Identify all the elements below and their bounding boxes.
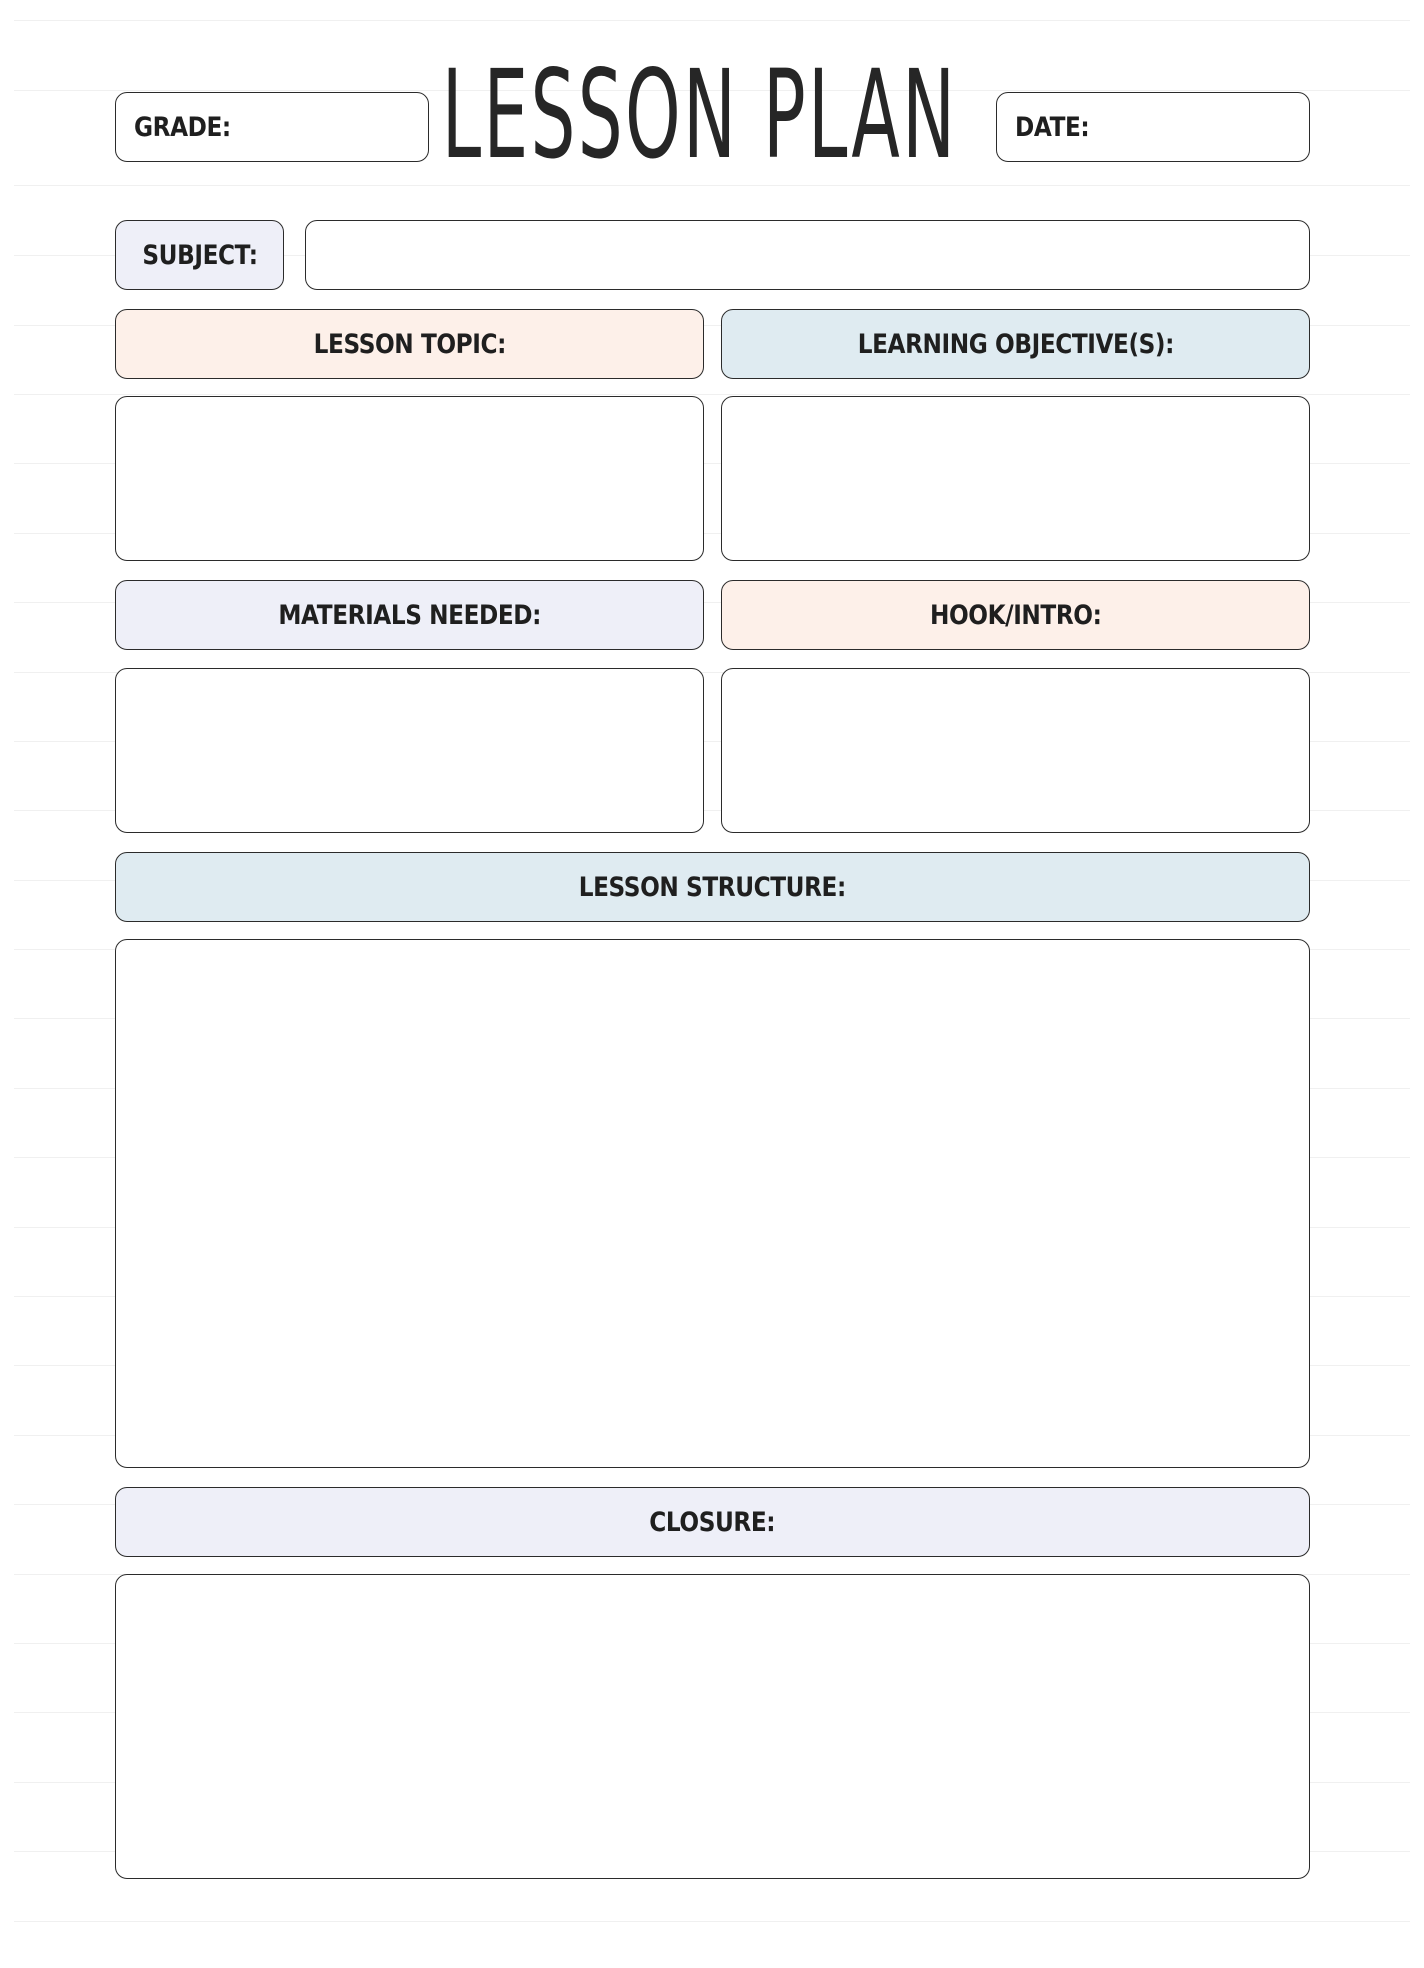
- lesson-topic-label: LESSON TOPIC:: [313, 328, 506, 360]
- closure-label: CLOSURE:: [649, 1506, 776, 1538]
- lesson-structure-input[interactable]: [115, 939, 1310, 1468]
- lesson-topic-input[interactable]: [115, 396, 704, 561]
- materials-needed-label: MATERIALS NEEDED:: [278, 599, 541, 631]
- subject-label-box: [115, 220, 284, 290]
- date-label: DATE:: [1015, 111, 1090, 143]
- page-title: LESSON PLAN: [442, 44, 958, 186]
- lesson-structure-label: LESSON STRUCTURE:: [578, 871, 847, 903]
- learning-objectives-header: [721, 309, 1310, 379]
- closure-input[interactable]: [115, 1574, 1310, 1879]
- hook-intro-header: [721, 580, 1310, 650]
- hook-intro-label: HOOK/INTRO:: [929, 599, 1102, 631]
- subject-label: SUBJECT:: [141, 239, 258, 271]
- learning-objectives-label: LEARNING OBJECTIVE(S):: [857, 328, 1174, 360]
- subject-input[interactable]: [305, 220, 1310, 290]
- page-title-wrap: [440, 40, 960, 190]
- materials-needed-input[interactable]: [115, 668, 704, 833]
- grade-field[interactable]: [115, 92, 429, 162]
- hook-intro-input[interactable]: [721, 668, 1310, 833]
- closure-header: [115, 1487, 1310, 1557]
- grade-label: GRADE:: [134, 111, 231, 143]
- learning-objectives-input[interactable]: [721, 396, 1310, 561]
- lesson-structure-header: [115, 852, 1310, 922]
- materials-needed-header: [115, 580, 704, 650]
- lesson-topic-header: [115, 309, 704, 379]
- date-field[interactable]: [996, 92, 1310, 162]
